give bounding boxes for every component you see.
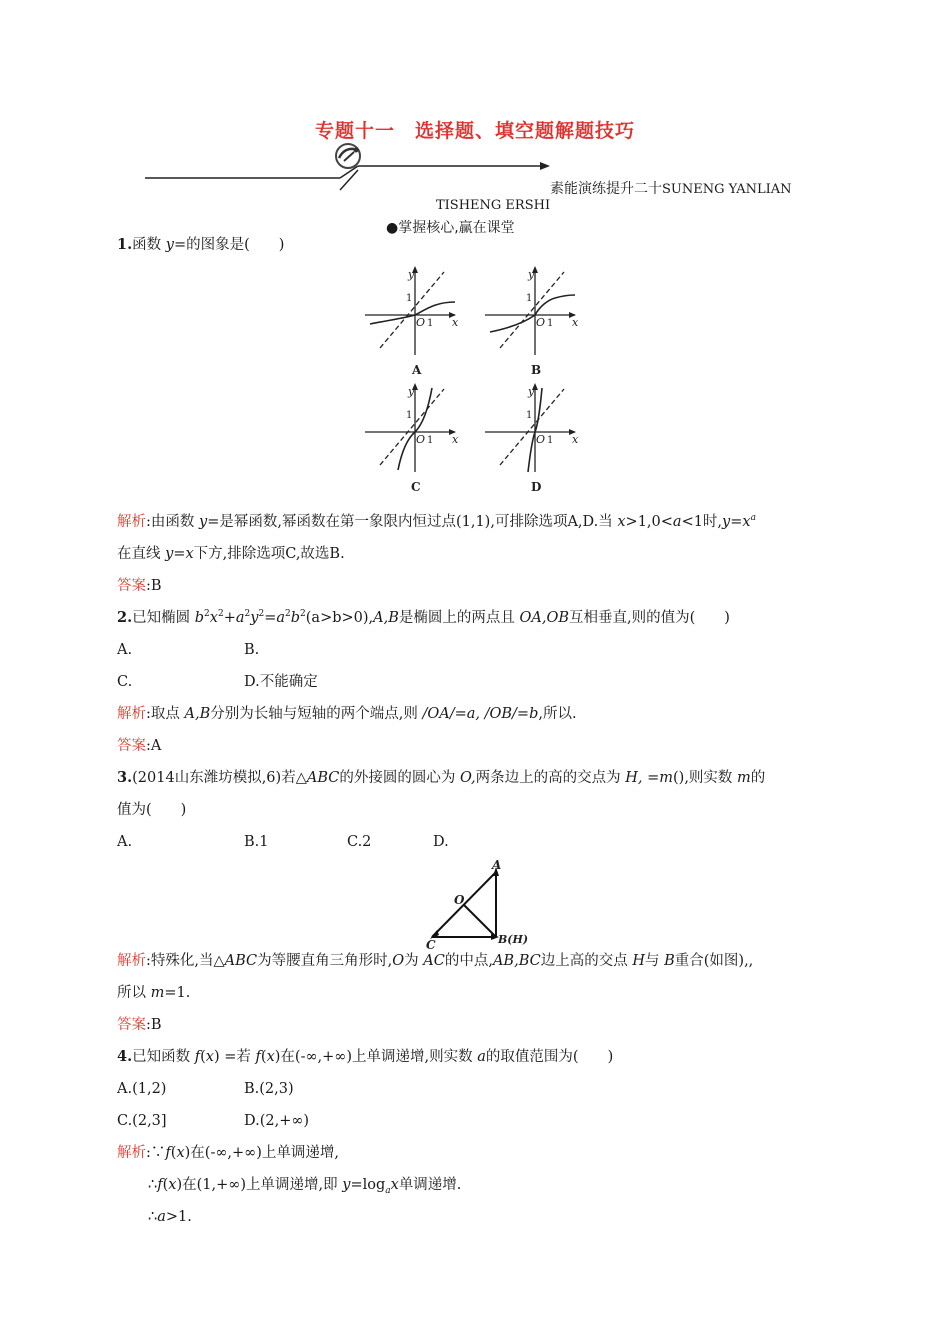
svg-text:x: x	[572, 433, 579, 446]
q2-option-c: C.	[117, 674, 133, 690]
q4-stem: 4.已知函数 f(x) =若 f(x)在(-∞,+∞)上单调递增,则实数 a的取值范围为( )	[117, 1048, 614, 1065]
svg-text:1: 1	[427, 435, 434, 446]
q4-option-c: C.(2,3]	[117, 1113, 167, 1129]
svg-text:y: y	[408, 385, 415, 398]
vertex-a-label: A	[492, 858, 502, 872]
q4-option-a: A.(1,2)	[117, 1081, 167, 1097]
banner-subtitle: ●掌握核心,赢在课堂	[386, 220, 515, 236]
q1-analysis-line2: 在直线 y=x下方,排除选项C,故选B.	[117, 546, 345, 562]
q1-graphs	[360, 260, 600, 500]
svg-text:O: O	[416, 433, 426, 446]
q1-answer: 答案:B	[117, 578, 162, 594]
svg-text:y: y	[528, 385, 535, 398]
q4-analysis-line2: ∴f(x)在(1,+∞)上单调递增,即 $y=\log_ax$单调递增.	[148, 1177, 462, 1196]
x-axis-label: x	[452, 316, 459, 329]
q2-analysis: 解析:取点 A,B分别为长轴与短轴的两个端点,则 /OA/=a, /OB/=b,所以.	[117, 706, 577, 722]
y-axis-label: y	[408, 268, 415, 281]
q3-option-b: B.1	[244, 834, 269, 850]
q2-option-d: D.不能确定	[244, 674, 318, 690]
origin-label: O	[416, 316, 426, 329]
bullet-icon: ●	[386, 220, 399, 236]
banner-title: 素能演练提升二十SUNENG YANLIAN	[550, 181, 792, 197]
q3-analysis-line1: 解析:特殊化,当△ABC为等腰直角三角形时,O为 AC的中点,AB,BC边上高的交点 H与 B重合(如图),,	[117, 953, 754, 969]
svg-text:1: 1	[406, 293, 413, 304]
q1-analysis-line1: 解析:由函数 y=是幂函数,幂函数在第一象限内恒过点(1,1),可排除选项A,D.当 x>1,0<a<1时$,y=x^a$	[117, 513, 756, 530]
q4-analysis-line1: 解析:∵f(x)在(-∞,+∞)上单调递增,	[117, 1145, 340, 1161]
svg-text:x: x	[452, 433, 459, 446]
q3-analysis-line2: 所以 m=1.	[117, 985, 191, 1001]
svg-text:1: 1	[406, 410, 413, 421]
svg-text:1: 1	[547, 318, 554, 329]
q4-option-d: D.(2,+∞)	[244, 1113, 310, 1129]
svg-text:1: 1	[427, 318, 434, 329]
graph-d	[485, 383, 579, 494]
graph-caption-d: D	[531, 480, 542, 494]
graph-c	[365, 383, 459, 494]
svg-text:1: 1	[547, 435, 554, 446]
graph-caption-b: B	[531, 363, 542, 377]
banner-graphic	[140, 140, 560, 196]
q3-triangle-figure	[420, 855, 530, 950]
q4-option-b: B.(2,3)	[244, 1081, 294, 1097]
q1-stem: 1.函数 y=的图象是( )	[117, 236, 285, 253]
q4-analysis-line3: ∴a>1.	[148, 1209, 192, 1225]
vertex-b-label: B(H)	[498, 933, 529, 946]
banner-logo-icon	[336, 144, 360, 168]
graph-a	[365, 266, 459, 377]
banner-pinyin: TISHENG ERSHI	[436, 198, 551, 213]
q3-option-a: A.	[117, 834, 133, 850]
graph-caption-c: C	[411, 480, 421, 494]
q3-stem-line2: 值为( )	[117, 802, 187, 818]
q3-option-d: D.	[433, 834, 449, 850]
q2-stem: 2.已知椭圆 $b^2x^2+a^2y^2=a^2b^2(a>b>0),A,B$是椭圆上的两点且 OA,OB互相垂直,则的值为( )	[117, 609, 730, 626]
svg-text:y: y	[528, 268, 535, 281]
svg-text:1: 1	[526, 293, 533, 304]
svg-text:x: x	[572, 316, 579, 329]
q2-answer: 答案:A	[117, 738, 162, 754]
q2-option-a: A.	[117, 642, 133, 658]
q3-answer: 答案:B	[117, 1017, 162, 1033]
svg-text:1: 1	[526, 410, 533, 421]
svg-text:O: O	[536, 316, 546, 329]
q2-option-b: B.	[244, 642, 260, 658]
center-o-label: O	[454, 893, 465, 907]
graph-caption-a: A	[412, 363, 422, 377]
q3-option-c: C.2	[347, 834, 372, 850]
graph-b	[485, 266, 579, 377]
vertex-c-label: C	[426, 938, 436, 950]
svg-text:O: O	[536, 433, 546, 446]
q3-stem-line1: 3.(2014山东潍坊模拟,6)若△ABC的外接圆的圆心为 O,两条边上的高的交点为 H, =m(),则实数 m的	[117, 769, 766, 786]
page-title: 专题十一 选择题、填空题解题技巧	[314, 120, 635, 142]
